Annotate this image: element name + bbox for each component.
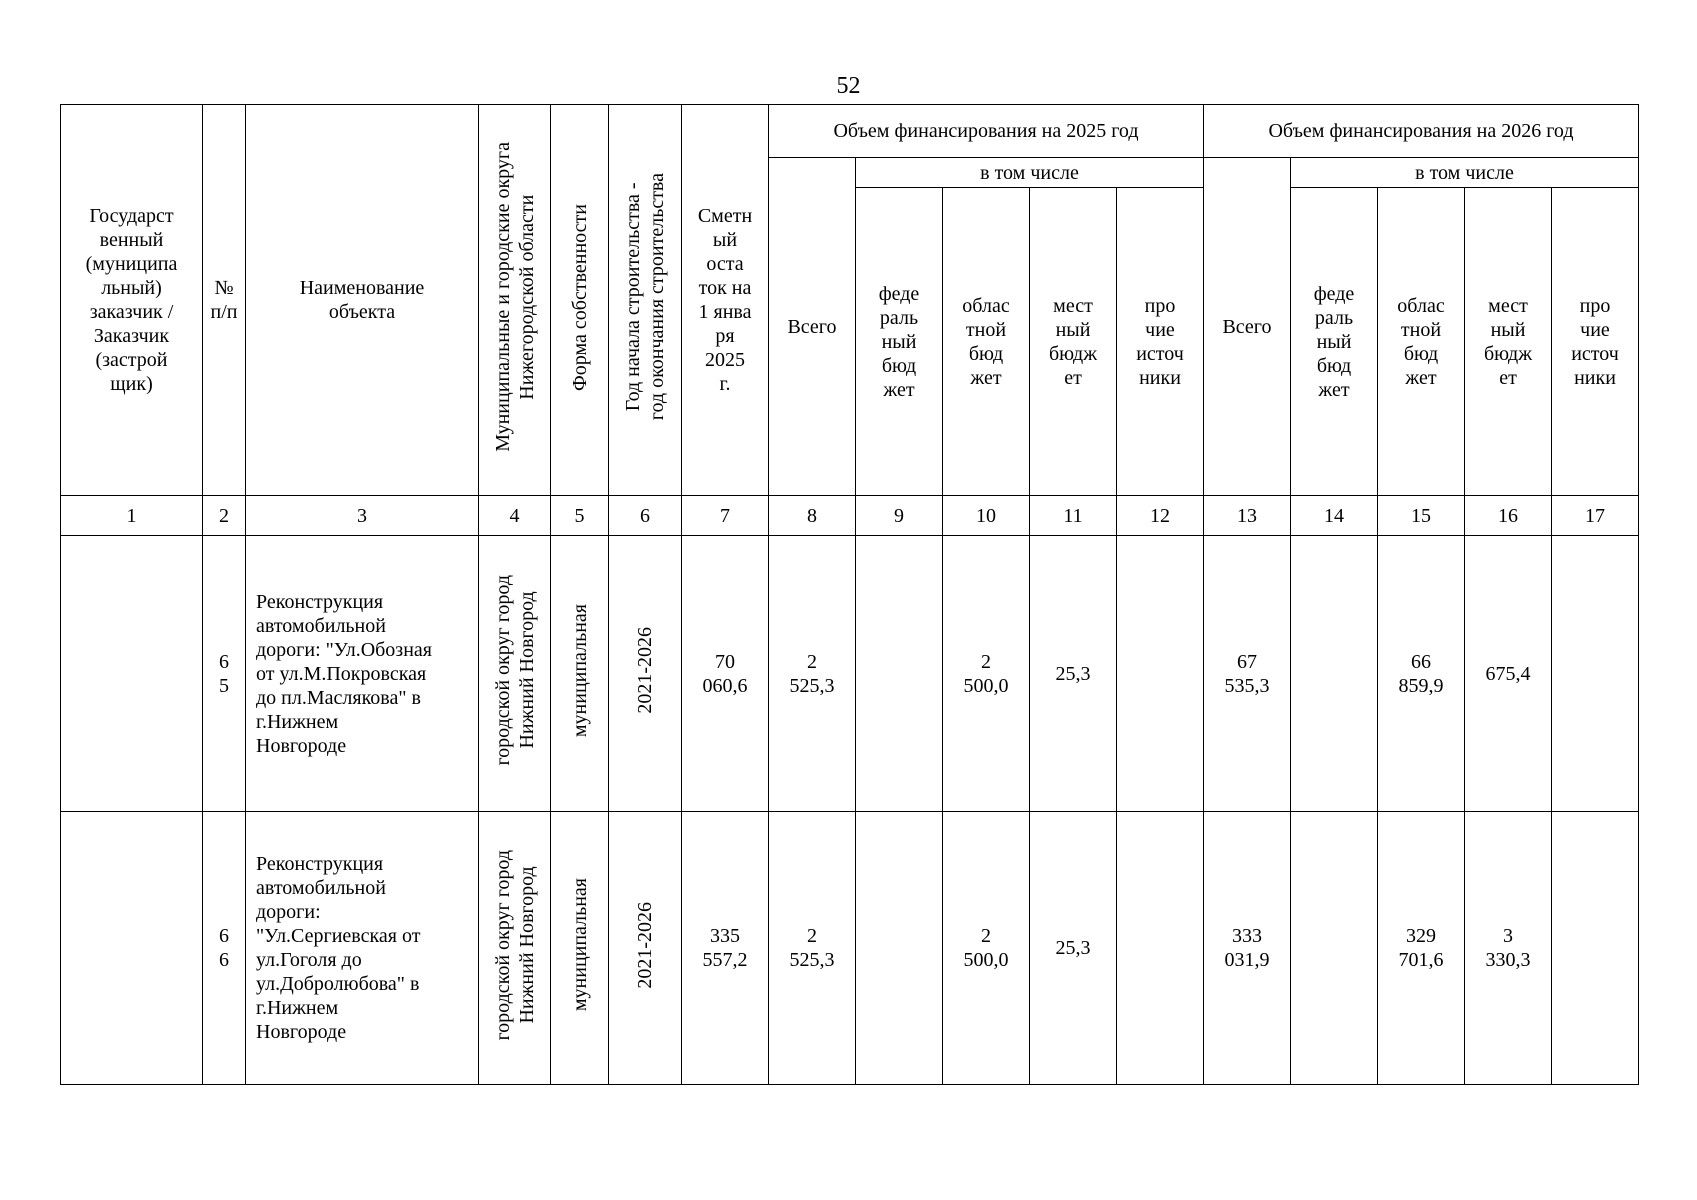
col-number: 9 — [856, 496, 943, 536]
header-ownership: Форма собственности — [551, 105, 609, 496]
col-number: 12 — [1117, 496, 1204, 536]
row-2026-total: 67 535,3 — [1204, 536, 1291, 812]
row-object-name: Реконструкция автомобильной дороги: "Ул.Сергиевская от ул.Гоголя до ул.Добролюбова" в г.Нижнем Новгороде — [246, 812, 479, 1085]
row-district: городской округ город Нижний Новгород — [479, 812, 551, 1085]
column-number-row — [61, 496, 1639, 536]
header-total-2025: Всего — [769, 158, 856, 496]
row-balance: 70 060,6 — [682, 536, 769, 812]
row-object-name: Реконструкция автомобильной дороги: "Ул.Обозная от ул.М.Покровская до пл.Маслякова" в г.Нижнем Новгороде — [246, 536, 479, 812]
header-federal-2025: феде раль ный бюд жет — [856, 188, 943, 496]
row-2026-federal — [1291, 536, 1378, 812]
col-number: 14 — [1291, 496, 1378, 536]
col-number: 10 — [943, 496, 1030, 536]
row-2025-federal — [856, 536, 943, 812]
col-number: 6 — [609, 496, 682, 536]
row-2026-local: 3 330,3 — [1465, 812, 1552, 1085]
header-fin-2025: Объем финансирования на 2025 год — [769, 105, 1204, 158]
col-number: 7 — [682, 496, 769, 536]
row-2026-other — [1552, 812, 1639, 1085]
col-number: 1 — [61, 496, 203, 536]
row-2026-local: 675,4 — [1465, 536, 1552, 812]
header-other-2025: про чие источ ники — [1117, 188, 1204, 496]
header-name: Наименование объекта — [246, 105, 479, 496]
row-2025-total: 2 525,3 — [769, 536, 856, 812]
header-customer: Государст венный (муниципа льный) заказчик / Заказчик (застрой щик) — [61, 105, 203, 496]
row-2025-total: 2 525,3 — [769, 812, 856, 1085]
row-district: городской округ город Нижний Новгород — [479, 536, 551, 812]
col-number: 5 — [551, 496, 609, 536]
col-number: 15 — [1378, 496, 1465, 536]
row-num: 6 5 — [203, 536, 246, 812]
header-including-2025: в том числе — [856, 158, 1204, 188]
header-years: Год начала строительства - год окончания строительства — [609, 105, 682, 496]
col-number: 4 — [479, 496, 551, 536]
row-2025-federal — [856, 812, 943, 1085]
row-2025-local: 25,3 — [1030, 536, 1117, 812]
header-num: № п/п — [203, 105, 246, 496]
row-2025-other — [1117, 536, 1204, 812]
header-fin-2026: Объем финансирования на 2026 год — [1204, 105, 1639, 158]
row-num: 6 6 — [203, 812, 246, 1085]
row-2026-total: 333 031,9 — [1204, 812, 1291, 1085]
col-number: 3 — [246, 496, 479, 536]
row-2026-federal — [1291, 812, 1378, 1085]
row-2026-regional: 329 701,6 — [1378, 812, 1465, 1085]
header-district: Муниципальные и городские округа Нижегородской области — [479, 105, 551, 496]
page-number: 52 — [836, 73, 861, 99]
row-customer — [61, 536, 203, 812]
col-number: 16 — [1465, 496, 1552, 536]
col-number: 8 — [769, 496, 856, 536]
header-federal-2026: феде раль ный бюд жет — [1291, 188, 1378, 496]
header-regional-2025: облас тной бюд жет — [943, 188, 1030, 496]
row-years: 2021-2026 — [609, 536, 682, 812]
col-number: 2 — [203, 496, 246, 536]
col-number: 13 — [1204, 496, 1291, 536]
header-including-2026: в том числе — [1291, 158, 1639, 188]
row-ownership: муниципальная — [551, 812, 609, 1085]
row-2025-local: 25,3 — [1030, 812, 1117, 1085]
row-2025-other — [1117, 812, 1204, 1085]
row-balance: 335 557,2 — [682, 812, 769, 1085]
financing-table — [60, 104, 1639, 1085]
header-local-2026: мест ный бюдж ет — [1465, 188, 1552, 496]
col-number: 11 — [1030, 496, 1117, 536]
row-2026-other — [1552, 536, 1639, 812]
row-years: 2021-2026 — [609, 812, 682, 1085]
row-2026-regional: 66 859,9 — [1378, 536, 1465, 812]
row-customer — [61, 812, 203, 1085]
header-total-2026: Всего — [1204, 158, 1291, 496]
header-regional-2026: облас тной бюд жет — [1378, 188, 1465, 496]
table-row — [61, 536, 1639, 812]
col-number: 17 — [1552, 496, 1639, 536]
header-balance: Сметн ый оста ток на 1 янва ря 2025 г. — [682, 105, 769, 496]
row-2025-regional: 2 500,0 — [943, 536, 1030, 812]
header-local-2025: мест ный бюдж ет — [1030, 188, 1117, 496]
header-other-2026: про чие источ ники — [1552, 188, 1639, 496]
table-row — [61, 812, 1639, 1085]
row-2025-regional: 2 500,0 — [943, 812, 1030, 1085]
row-ownership: муниципальная — [551, 536, 609, 812]
